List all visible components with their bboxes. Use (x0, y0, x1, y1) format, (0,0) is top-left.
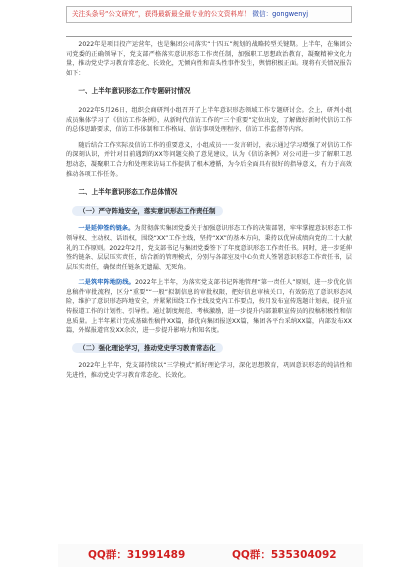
section1-paragraph-1: 2022年5月26日，组织会商研判小组召开了上半年意识形态领域工作专题研讨会。会上，研判小组成员集体学习了《信访工作条例》，从新时代信访工作的“三个重要”定位出发，了解做好新时代信访工作的总体思路要求，信访工作体制和工作格局、信访事项处理程序、信访工作监督等内容。 (66, 106, 352, 134)
qq-group-left: QQ群：31991489 (88, 549, 186, 561)
subsection-heading-2-text: （二）强化理论学习，推动党史学习教育常态化 (72, 343, 223, 353)
promo-banner (66, 6, 352, 23)
document-body (66, 40, 352, 387)
paragraph-theory-study: 2022年上半年，党支部持续以“三学模式”抓好理论学习，深化思想教育，巩固意识形态的纯洁性和先进性，推动党史学习教育常态化、长效化。 (66, 362, 352, 380)
defense-text: 2022年上半年，为落实党支部书记阵地管理“第一责任人”原则，进一步优化信息稿件审批流程，区分“重要”“一般”拟制信息的审批权限，把好信息审核关口，有效防范了意识形态风险，维护了意识形态阵地安全，并紧紧围绕工作主线及党内工作要点，按月发布宣传选题计划表，提升宣传报道工作的计划性、引导性。通过制度规范、考核激励，进一步提升内部兼职宣传员的投稿积极性和信息质量。上半年累计完成基础性稿件XX篇，择优向集团报送XX篇，集团各平台采纳XX篇，内部发布XX篇，外媒报道官发XX余次，进一步提升影响力和知名度。 (66, 279, 353, 335)
section-heading-2: 二、上半年意识形态工作总体情况 (78, 188, 178, 197)
qq-group-right: QQ群：535304092 (232, 549, 337, 561)
section-heading-1: 一、上半年意识形态工作专题研讨情况 (78, 87, 191, 96)
subsection-heading-1-text: （一）严守阵地安全，落实意识形态工作责任制 (72, 206, 223, 216)
lead-in-defense: 二是筑牢阵地防线。 (78, 279, 135, 287)
signing-text: 为贯彻落实集团党委关于加强意识形态工作的决策部署，牢牢掌握意识形态工作领导权、主动权、话语权，围绕“XX”工作主线，坚持“XX”的基本方向，秉持以优异成绩向党的二十大献礼的工作原则。2022年2月，党支部书记与集团党委签下了年度意识形态工作责任书。同时，进一步延伸签约链条、层层压实责任，结合新的管理模式，分别与各部室及中心负责人签署意识形态工作责任书，层层压实责任，确保责任链条无遗漏、无死角。 (66, 225, 353, 271)
section1-paragraph-2: 随后结合工作实际及信访工作的重要意义，小组成员一一发言研讨，表示通过学习增强了对信访工作的深刻认识，并针对目前遇到的XX等问题交换了意见建议，认为《信访条例》对公司进一步了解职工思想动态，凝聚职工合力和处理来访局工作提供了根本遵循，为今后全面具有很好的指导意义，有力于高效推动各项工作任务。 (66, 141, 352, 178)
subsection-heading-1 (72, 207, 352, 217)
paragraph-defense-line (66, 278, 352, 336)
banner-text: 关注头条号“公文研究”，获得最新最全最专业的公文资料库！ (72, 10, 251, 18)
lead-in-signing: 一是延伸签约链条。 (78, 225, 135, 233)
paragraph-signing-chain (66, 224, 352, 272)
header-divider (66, 36, 352, 37)
footer-bar (58, 544, 363, 567)
banner-contact: 微信：gongwenyj (252, 10, 309, 18)
intro-paragraph: 2022年是项目投产运营年，也是集团公司落实“十四五”规划的战略转型关键期。上半年，在集团公司党委的正确领导下，党支部严格落实意识形态工作责任制，加强职工思想政治教育，凝聚精神文化力量，推动党史学习教育常态化、长效化，无倾向性和苗头性事件发生，舆情积极正面。现将有关情况报告如下： (66, 41, 352, 77)
subsection-heading-2 (72, 344, 352, 354)
